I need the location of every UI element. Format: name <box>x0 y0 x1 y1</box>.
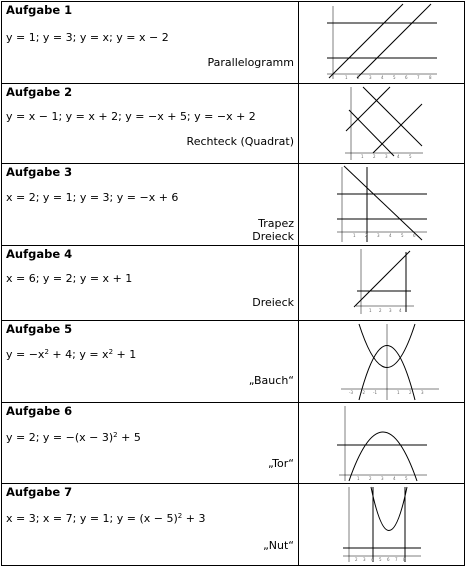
task-graph-cell <box>299 246 465 321</box>
task-graph-cell <box>299 403 465 484</box>
svg-text:4: 4 <box>389 233 392 238</box>
task-row <box>2 2 465 84</box>
svg-text:6: 6 <box>405 75 408 80</box>
task-shape: Rechteck (Quadrat) <box>186 135 294 148</box>
graph-1 <box>299 2 464 83</box>
task-title: Aufgabe 4 <box>6 247 73 261</box>
task-text-cell <box>2 246 299 321</box>
svg-text:4: 4 <box>399 308 402 313</box>
task-text-cell <box>2 164 299 246</box>
task-shape: „Tor“ <box>268 457 294 470</box>
task-title: Aufgabe 2 <box>6 85 73 99</box>
graph-3 <box>299 164 464 245</box>
graph-5 <box>299 321 464 402</box>
task-graph-cell <box>299 321 465 403</box>
task-equation: x = 2; y = 1; y = 3; y = −x + 6 <box>6 191 179 204</box>
task-text-cell <box>2 84 299 164</box>
svg-text:3: 3 <box>363 557 366 562</box>
svg-text:1: 1 <box>345 75 348 80</box>
task-title: Aufgabe 3 <box>6 165 73 179</box>
task-title: Aufgabe 6 <box>6 404 73 418</box>
task-row <box>2 246 465 321</box>
svg-text:2: 2 <box>355 557 358 562</box>
graph-2 <box>299 84 464 163</box>
task-text-cell <box>2 321 299 403</box>
graph-6 <box>299 403 464 483</box>
svg-text:1: 1 <box>397 390 400 395</box>
task-row <box>2 484 465 566</box>
svg-text:4: 4 <box>393 476 396 481</box>
task-graph-cell <box>299 84 465 164</box>
svg-text:6: 6 <box>387 557 390 562</box>
svg-text:3: 3 <box>385 154 388 159</box>
svg-text:4: 4 <box>381 75 384 80</box>
svg-text:2: 2 <box>409 390 412 395</box>
svg-text:2: 2 <box>365 233 368 238</box>
svg-text:1: 1 <box>361 154 364 159</box>
svg-text:3: 3 <box>369 75 372 80</box>
graph-4 <box>299 246 464 320</box>
svg-text:-2: -2 <box>361 390 365 395</box>
svg-text:5: 5 <box>409 154 412 159</box>
svg-text:1: 1 <box>369 308 372 313</box>
svg-text:3: 3 <box>381 476 384 481</box>
svg-text:5: 5 <box>393 75 396 80</box>
task-shape: Dreieck <box>252 230 294 243</box>
svg-text:5: 5 <box>405 476 408 481</box>
svg-text:2: 2 <box>357 75 360 80</box>
task-graph-cell <box>299 2 465 84</box>
svg-text:6: 6 <box>413 233 416 238</box>
task-title: Aufgabe 5 <box>6 322 73 336</box>
svg-text:7: 7 <box>395 557 398 562</box>
task-equation: y = 2; $y = -(x - 3)^2 + 5$ <box>6 431 141 444</box>
svg-text:5: 5 <box>379 557 382 562</box>
svg-text:8: 8 <box>403 557 406 562</box>
svg-text:-3: -3 <box>349 390 353 395</box>
task-shape: Trapez <box>258 217 294 230</box>
task-title: Aufgabe 7 <box>6 485 73 499</box>
task-text-cell <box>2 403 299 484</box>
svg-text:1: 1 <box>353 233 356 238</box>
svg-text:5: 5 <box>401 233 404 238</box>
task-row <box>2 321 465 403</box>
task-row <box>2 164 465 246</box>
graph-7 <box>299 484 464 565</box>
task-text-cell <box>2 484 299 566</box>
svg-text:2: 2 <box>379 308 382 313</box>
task-graph-cell <box>299 164 465 246</box>
task-shape: Parallelogramm <box>207 56 294 69</box>
task-equation: y = x − 1; y = x + 2; y = −x + 5; y = −x + 2 <box>6 110 256 123</box>
task-text-cell <box>2 2 299 84</box>
svg-text:1: 1 <box>357 476 360 481</box>
task-shape: Dreieck <box>252 296 294 309</box>
task-title: Aufgabe 1 <box>6 3 73 17</box>
task-equation: x = 3; x = 7; y = 1; $y = (x - 5)^2 + 3$ <box>6 512 206 525</box>
svg-text:2: 2 <box>373 154 376 159</box>
svg-text:2: 2 <box>369 476 372 481</box>
aufgaben-table <box>1 1 465 566</box>
task-row <box>2 84 465 164</box>
task-shape: „Bauch“ <box>248 374 294 387</box>
svg-text:3: 3 <box>377 233 380 238</box>
task-equation: y = 1; y = 3; y = x; y = x − 2 <box>6 31 169 44</box>
svg-text:4: 4 <box>371 557 374 562</box>
svg-text:-1: -1 <box>373 390 377 395</box>
svg-text:4: 4 <box>397 154 400 159</box>
task-row <box>2 403 465 484</box>
svg-text:7: 7 <box>417 75 420 80</box>
task-equation: $y = -x^2 + 4$; $y = x^2 + 1$ <box>6 348 137 361</box>
svg-text:3: 3 <box>389 308 392 313</box>
task-graph-cell <box>299 484 465 566</box>
svg-text:3: 3 <box>421 390 424 395</box>
svg-text:8: 8 <box>429 75 432 80</box>
task-equation: x = 6; y = 2; y = x + 1 <box>6 272 133 285</box>
task-shape: „Nut“ <box>263 539 294 552</box>
